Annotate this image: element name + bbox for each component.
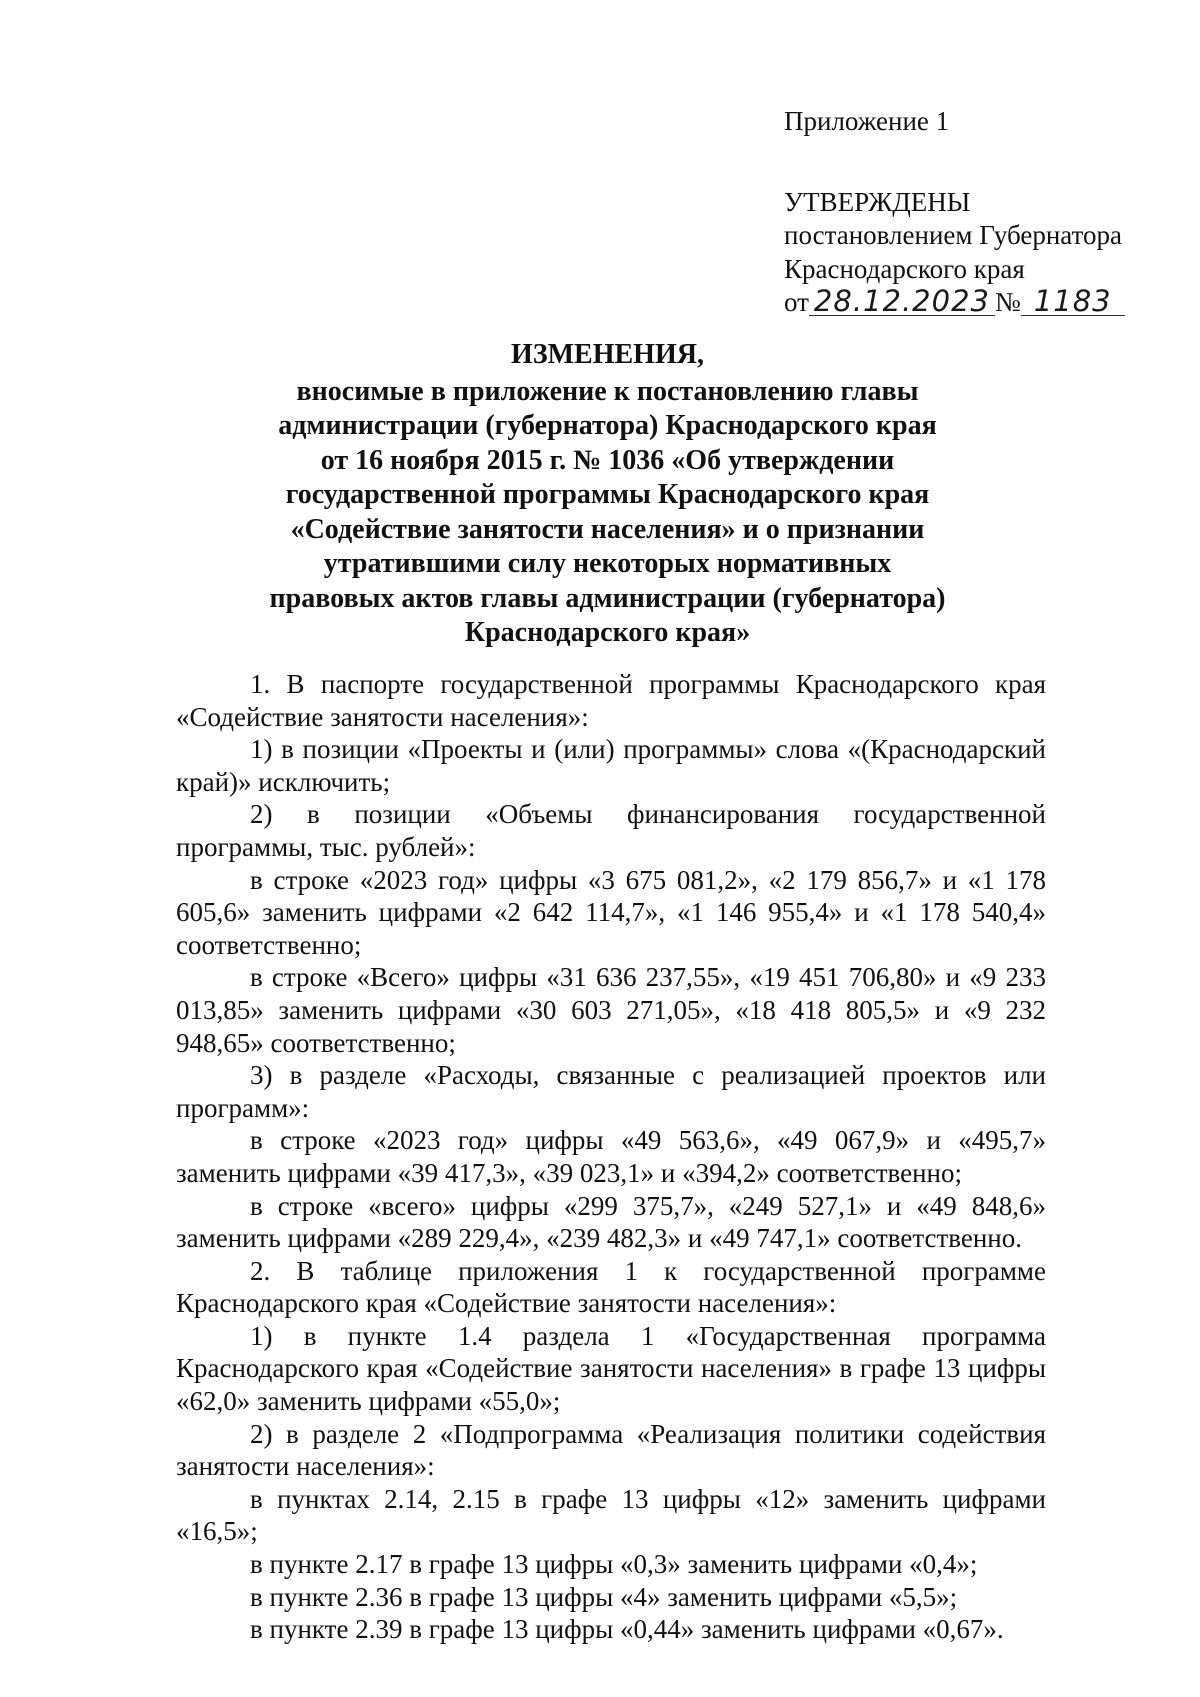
title-line: государственной программы Краснодарского края xyxy=(285,479,930,510)
paragraph: в строке «Всего» цифры «31 636 237,55», «19 451 706,80» и «9 233 013,85» заменить цифрами «30 603 271,05», «18 418 805,5» и «9 232 948,65» соответственно; xyxy=(176,962,1046,1058)
handwritten-date: 28.12.2023 xyxy=(809,287,995,316)
paragraph: 1) в позиции «Проекты и (или) программы» слова «(Краснодарский край)» исключить; xyxy=(176,734,1046,797)
title-line: вносимые в приложение к постановлению главы xyxy=(296,375,919,407)
paragraph: в пункте 2.39 в графе 13 цифры «0,44» заменить цифрами «0,67». xyxy=(250,1614,1004,1645)
title-main: ИЗМЕНЕНИЯ, xyxy=(511,339,704,370)
paragraph: 2) в позиции «Объемы финансирования государственной программы, тыс. рублей»: xyxy=(176,799,1046,862)
approval-block xyxy=(784,105,1125,320)
approval-line-1: постановлением Губернатора xyxy=(784,220,1122,250)
title-line: правовых актов главы администрации (губернатора) xyxy=(269,582,946,614)
paragraph: 1. В паспорте государственной программы Краснодарского края «Содействие занятости населения»: xyxy=(176,669,1046,732)
approval-dateline xyxy=(784,286,1125,320)
document-body xyxy=(176,668,1046,1646)
annex-label: Приложение 1 xyxy=(784,106,950,136)
paragraph: в строке «всего» цифры «299 375,7», «249 527,1» и «49 848,6» заменить цифрами «289 229,4», «239 482,3» и «49 747,1» соответственно. xyxy=(176,1190,1046,1254)
paragraph: в пункте 2.36 в графе 13 цифры «4» заменить цифрами «5,5»; xyxy=(250,1581,958,1612)
paragraph: 2. В таблице приложения 1 к государственной программе Краснодарского края «Содействие занятости населения»: xyxy=(176,1255,1046,1319)
title-line: «Содействие занятости населения» и о признании xyxy=(290,513,925,545)
document-title xyxy=(180,338,1035,651)
paragraph: 1) в пункте 1.4 раздела 1 «Государственная программа Краснодарского края «Содействие занятости населения» в графе 13 цифры «62,0» заменить цифрами «55,0»; xyxy=(176,1320,1046,1417)
paragraph: 2) в разделе 2 «Подпрограмма «Реализация политики содействия занятости населения»: xyxy=(176,1418,1046,1482)
title-line: Краснодарского края» xyxy=(464,617,751,648)
approval-line-2: Краснодарского края xyxy=(784,253,1025,284)
paragraph: в пункте 2.17 в графе 13 цифры «0,3» заменить цифрами «0,4»; xyxy=(250,1549,978,1580)
paragraph: в строке «2023 год» цифры «3 675 081,2», «2 179 856,7» и «1 178 605,6» заменить цифрами «2 642 114,7», «1 146 955,4» и «1 178 540,4» соответственно; xyxy=(176,864,1046,960)
number-prefix: № xyxy=(994,287,1021,317)
title-line: утратившими силу некоторых нормативных xyxy=(323,548,892,579)
title-line: от 16 ноября 2015 г. № 1036 «Об утверждении xyxy=(320,444,895,476)
paragraph: в строке «2023 год» цифры «49 563,6», «49 067,9» и «495,7» заменить цифрами «39 417,3», «39 023,1» и «394,2» соответственно; xyxy=(176,1125,1046,1188)
title-line: администрации (губернатора) Краснодарского края xyxy=(278,410,937,441)
handwritten-number: 1183 xyxy=(1021,287,1125,316)
date-prefix: от xyxy=(784,287,809,317)
approved-label: УТВЕРЖДЕНЫ xyxy=(784,186,971,217)
paragraph: 3) в разделе «Расходы, связанные с реализацией проектов или программ»: xyxy=(176,1060,1046,1123)
paragraph: в пунктах 2.14, 2.15 в графе 13 цифры «12» заменить цифрами «16,5»; xyxy=(176,1483,1046,1547)
